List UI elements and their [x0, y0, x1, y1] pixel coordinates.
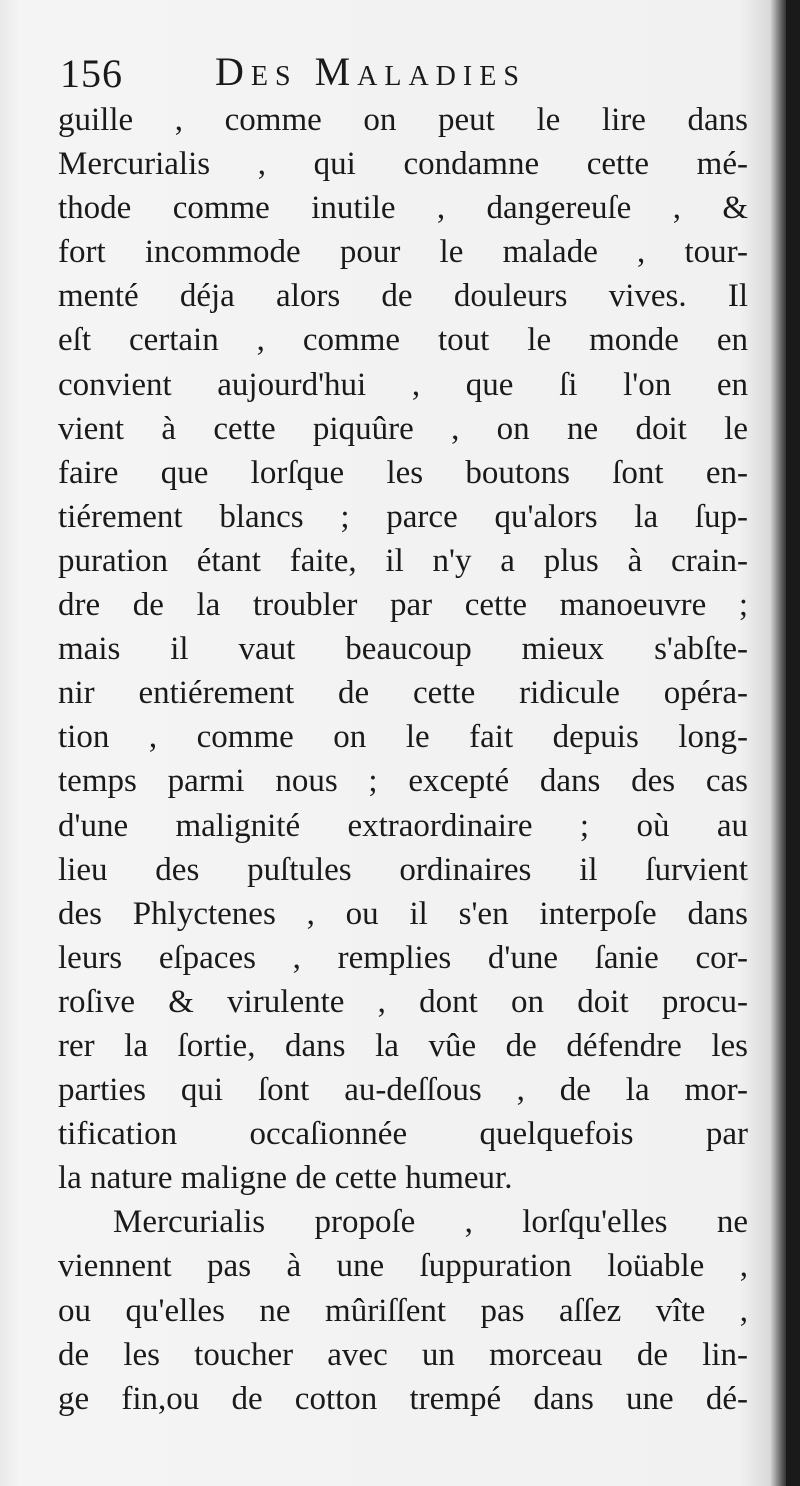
text-line: tion , comme on le fait depuis long- [58, 719, 748, 756]
text-line: convient aujourd'hui , que ſi l'on en [58, 366, 748, 403]
text-line: des Phlyctenes , ou il s'en interpoſe dans [58, 895, 748, 932]
text-line: ou qu'elles ne mûriſſent pas aſſez vîte , [58, 1292, 748, 1329]
text-line: tiérement blancs ; parce qu'alors la ſup- [58, 498, 748, 535]
text-line: leurs eſpaces , remplies d'une ſanie cor- [58, 939, 748, 976]
text-line: eſt certain , comme tout le monde en [58, 322, 748, 359]
running-title: Des Maladies [215, 49, 526, 94]
text-line: faire que lorſque les boutons ſont en- [58, 454, 748, 491]
text-line: d'une malignité extraordinaire ; où au [58, 807, 748, 844]
text-line: mais il vaut beaucoup mieux s'abſte- [58, 631, 748, 668]
text-line: parties qui ſont au-deſſous , de la mor- [58, 1072, 748, 1109]
text-line: lieu des puſtules ordinaires il ſurvient [58, 851, 748, 888]
text-line: menté déja alors de douleurs vives. Il [58, 278, 748, 315]
page-number: 156 [60, 51, 123, 96]
text-body [58, 98, 748, 1421]
text-line: thode comme inutile , dangereuſe , & [58, 190, 748, 227]
text-line: roſive & virulente , dont on doit procu- [58, 983, 748, 1020]
text-line: de les toucher avec un morceau de lin- [58, 1336, 748, 1373]
text-line: temps parmi nous ; excepté dans des cas [58, 763, 748, 800]
text-line: puration étant faite, il n'y a plus à crain- [58, 542, 748, 579]
text-line: vient à cette piquûre , on ne doit le [58, 410, 748, 447]
page-header [60, 44, 700, 102]
text-line: nir entiérement de cette ridicule opéra- [58, 675, 748, 712]
text-line: Mercurialis propoſe , lorſqu'elles ne [113, 1204, 748, 1241]
text-line: tification occaſionnée quelquefois par [58, 1116, 748, 1153]
text-line: fort incommode pour le malade , tour- [58, 234, 748, 271]
text-line: Mercurialis , qui condamne cette mé- [58, 146, 748, 183]
text-line: ge fin,ou de cotton trempé dans une dé- [58, 1380, 748, 1417]
text-line: rer la ſortie, dans la vûe de défendre les [58, 1027, 748, 1064]
text-line: viennent pas à une ſuppuration loüable , [58, 1248, 748, 1285]
text-line: dre de la troubler par cette manoeuvre ; [58, 587, 748, 624]
text-line: la nature maligne de cette humeur. [58, 1160, 513, 1197]
text-line: guille , comme on peut le lire dans [58, 102, 748, 138]
binding-edge-shadow [786, 0, 800, 1486]
